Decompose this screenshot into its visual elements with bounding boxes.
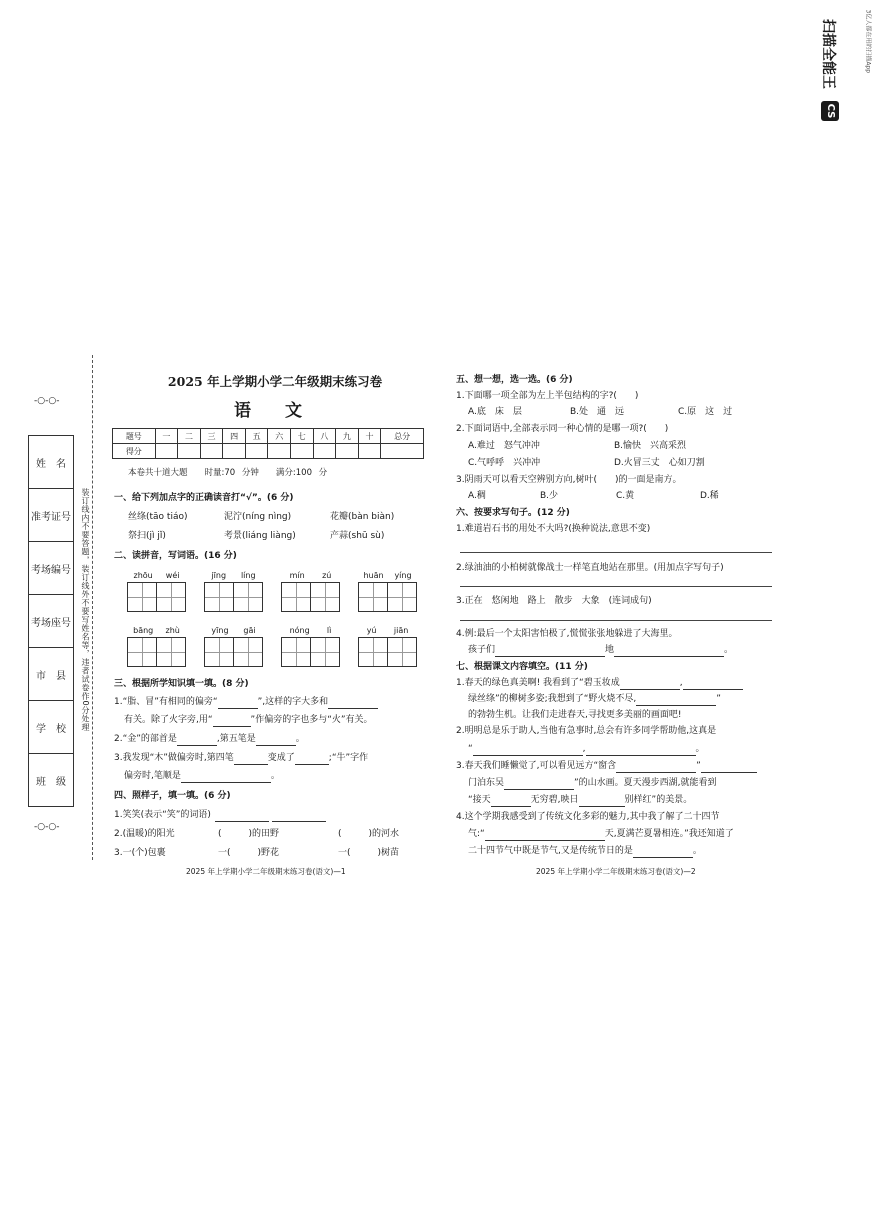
answer-blank[interactable] bbox=[256, 735, 296, 746]
q7-3-line3 bbox=[468, 794, 692, 807]
answer-blank[interactable] bbox=[683, 679, 743, 690]
score-cell: 六 bbox=[268, 429, 291, 444]
pinyin: lì bbox=[326, 626, 332, 635]
pinyin: yíng bbox=[394, 571, 412, 580]
answer-blank[interactable] bbox=[633, 847, 693, 858]
score-blank[interactable] bbox=[358, 444, 381, 459]
q5-2-opt[interactable]: D.火冒三丈 心如刀割 bbox=[614, 458, 705, 468]
q3-3-line1 bbox=[114, 752, 368, 765]
score-blank[interactable] bbox=[223, 444, 246, 459]
text: 别样红”的美景。 bbox=[624, 795, 693, 805]
score-blank[interactable] bbox=[155, 444, 178, 459]
tianzige-box[interactable] bbox=[311, 583, 339, 611]
q7-4-line1: 4.这个学期我感受到了传统文化多彩的魅力,其中我了解了二十四节 bbox=[456, 812, 720, 822]
q1-item[interactable]: 花瓣(bàn biàn) bbox=[330, 512, 395, 522]
tianzige-group[interactable] bbox=[281, 571, 340, 612]
text: 绿丝绦”的柳树多姿;我想到了“野火烧不尽, bbox=[468, 694, 637, 704]
q5-1-opt[interactable]: C.原 这 过 bbox=[678, 407, 733, 417]
q3-3-line2 bbox=[124, 770, 280, 783]
score-label: 得分 bbox=[113, 444, 156, 459]
pinyin: wéi bbox=[165, 571, 180, 580]
q7-title: 七、根据课文内容填空。(11 分) bbox=[456, 662, 588, 672]
tianzige-box[interactable] bbox=[205, 638, 234, 666]
pinyin: zhōu bbox=[133, 571, 153, 580]
text: 。 bbox=[724, 645, 734, 655]
answer-blank[interactable] bbox=[177, 735, 217, 746]
text: 天,夏满芒夏暑相连。”我还知道了 bbox=[604, 829, 734, 839]
text: 孩子们 bbox=[468, 645, 496, 655]
tianzige-box[interactable] bbox=[359, 583, 388, 611]
tianzige-box[interactable] bbox=[128, 583, 157, 611]
score-cell: 七 bbox=[291, 429, 314, 444]
q4-title: 四、照样子，填一填。(6 分) bbox=[114, 791, 231, 801]
tianzige-box[interactable] bbox=[359, 638, 388, 666]
q7-1-line1 bbox=[456, 677, 743, 690]
pinyin: yīng bbox=[211, 626, 229, 635]
info-seat: 考场座号 bbox=[29, 595, 73, 648]
text: 2.“金”的部首是 bbox=[114, 734, 177, 744]
score-cell: 四 bbox=[223, 429, 246, 444]
q1-item[interactable]: 考景(liáng liàng) bbox=[224, 531, 296, 541]
pinyin: nóng bbox=[289, 626, 310, 635]
answer-blank[interactable] bbox=[491, 796, 531, 807]
text: 有关。除了火字旁,用“ bbox=[124, 715, 213, 725]
q5-3: 3.阴雨天可以看天空辨别方向,树叶( )的一面是南方。 bbox=[456, 475, 682, 485]
text: ” bbox=[696, 761, 701, 771]
q4-3-b[interactable]: 一( )野花 bbox=[218, 848, 280, 858]
seal-line bbox=[92, 355, 93, 860]
pinyin: jīng bbox=[211, 571, 227, 580]
q1-item[interactable]: 丝绦(tāo tiáo) bbox=[128, 512, 188, 522]
score-header-row bbox=[113, 429, 424, 444]
info-room: 考场编号 bbox=[29, 542, 73, 595]
page-footer-1: 2025 年上学期小学二年级期末练习卷(语文)—1 bbox=[186, 867, 346, 876]
score-blank[interactable] bbox=[245, 444, 268, 459]
tianzige-box[interactable] bbox=[205, 583, 234, 611]
answer-blank[interactable] bbox=[620, 679, 680, 690]
score-cell: 一 bbox=[155, 429, 178, 444]
score-blank[interactable] bbox=[336, 444, 359, 459]
q1-title: 一、给下列加点字的正确读音打“√”。(6 分) bbox=[114, 493, 294, 503]
tianzige-box[interactable] bbox=[311, 638, 339, 666]
score-cell: 十 bbox=[358, 429, 381, 444]
tianzige-box[interactable] bbox=[234, 583, 262, 611]
scanner-watermark bbox=[818, 9, 872, 124]
q3-1-line1 bbox=[114, 696, 378, 709]
q1-item[interactable]: 泥泞(níng nìng) bbox=[224, 512, 292, 522]
text: 3.春天我们睡懒觉了,可以看见远方“窗含 bbox=[456, 761, 617, 771]
q4-2-b[interactable]: ( )的田野 bbox=[218, 829, 280, 839]
info-school: 学 校 bbox=[29, 701, 73, 754]
q3-2 bbox=[114, 733, 305, 746]
q6-4b bbox=[468, 644, 733, 657]
text: 。 bbox=[692, 846, 702, 856]
answer-line[interactable] bbox=[460, 552, 772, 553]
q5-3-opt[interactable]: A.稠 bbox=[468, 491, 486, 501]
score-cell: 九 bbox=[336, 429, 359, 444]
pinyin: líng bbox=[240, 571, 256, 580]
text: 。 bbox=[695, 744, 705, 754]
q2-title: 二、读拼音，写词语。(16 分) bbox=[114, 551, 237, 561]
score-blank[interactable] bbox=[178, 444, 201, 459]
text: ”作偏旁的字也多与“火”有关。 bbox=[250, 715, 373, 725]
text: 1.笑笑(表示“笑”的词语) bbox=[114, 810, 211, 820]
q7-2-line1: 2.明明总是乐于助人,当他有急事时,总会有许多同学帮助他,这真是 bbox=[456, 726, 717, 736]
score-blank[interactable] bbox=[268, 444, 291, 459]
tianzige-box[interactable] bbox=[157, 583, 185, 611]
q4-2-c[interactable]: ( )的河水 bbox=[338, 829, 400, 839]
score-cell: 二 bbox=[178, 429, 201, 444]
q6-title: 六、按要求写句子。(12 分) bbox=[456, 508, 570, 518]
q3-title: 三、根据所学知识填一填。(8 分) bbox=[114, 679, 249, 689]
pinyin: yú bbox=[366, 626, 377, 635]
tianzige-box[interactable] bbox=[157, 638, 185, 666]
text: 地 bbox=[605, 645, 615, 655]
pinyin: mín bbox=[289, 571, 305, 580]
q5-1-opt[interactable]: B.处 通 远 bbox=[570, 407, 625, 417]
text: ”,这样的字大多和 bbox=[257, 697, 329, 707]
exam-note: 本卷共十道大题 时量:70 分钟 满分:100 分 bbox=[128, 468, 328, 478]
q3-1-line2 bbox=[124, 714, 373, 727]
subject-title: 语 文 bbox=[234, 401, 316, 421]
text: 气:“ bbox=[468, 829, 485, 839]
answer-blank[interactable] bbox=[504, 779, 574, 790]
score-blank[interactable] bbox=[291, 444, 314, 459]
text: 。 bbox=[295, 734, 305, 744]
score-value-row bbox=[113, 444, 424, 459]
q5-3-opt[interactable]: B.少 bbox=[540, 491, 559, 501]
watermark-brand: 扫描全能王 bbox=[820, 19, 836, 89]
binding-hole-bottom: -○-○- bbox=[34, 822, 60, 832]
pinyin: zhù bbox=[165, 626, 180, 635]
q6-2: 2.绿油油的小柏树就像战士一样笔直地站在那里。(用加点字写句子) bbox=[456, 563, 724, 573]
text: “ bbox=[468, 744, 473, 754]
answer-blank[interactable] bbox=[495, 646, 605, 657]
text: 。 bbox=[270, 771, 280, 781]
text: “接天 bbox=[468, 795, 491, 805]
exam-title: 2025 年上学期小学二年级期末练习卷 bbox=[167, 374, 383, 389]
q6-1: 1.难道岩石书的用处不大吗?(换种说法,意思不变) bbox=[456, 524, 651, 534]
score-cell: 五 bbox=[245, 429, 268, 444]
tianzige-group[interactable] bbox=[358, 626, 417, 667]
text: ” bbox=[716, 694, 721, 704]
info-exam-id: 准考证号 bbox=[29, 489, 73, 542]
tianzige-group[interactable] bbox=[127, 626, 186, 667]
tianzige-group[interactable] bbox=[204, 571, 263, 612]
q4-3-a: 3.一(个)包裹 bbox=[114, 848, 166, 858]
q4-2-a: 2.(温暖)的阳光 bbox=[114, 829, 175, 839]
tianzige-box[interactable] bbox=[282, 583, 311, 611]
q7-1-line2 bbox=[468, 693, 721, 706]
info-name: 姓 名 bbox=[29, 436, 73, 489]
text: 1.春天的绿色真美啊! 我看到了“碧玉妆成 bbox=[456, 678, 620, 688]
answer-line[interactable] bbox=[460, 620, 772, 621]
info-class: 班 级 bbox=[36, 776, 66, 788]
tianzige-box[interactable] bbox=[282, 638, 311, 666]
binding-hole-top: -○-○- bbox=[34, 396, 60, 406]
q5-title: 五、想一想，选一选。(6 分) bbox=[456, 375, 573, 385]
q5-1-opt[interactable]: A.底 床 层 bbox=[468, 407, 522, 417]
watermark-sub: 3亿人都在用的扫描App bbox=[864, 9, 872, 74]
score-blank[interactable] bbox=[313, 444, 336, 459]
answer-blank[interactable] bbox=[234, 754, 268, 765]
q7-4-line2 bbox=[468, 828, 734, 841]
tianzige-group[interactable] bbox=[204, 626, 263, 667]
text: 无穷碧,映日 bbox=[530, 795, 579, 805]
score-table bbox=[112, 428, 424, 459]
tianzige-box[interactable] bbox=[388, 583, 416, 611]
page-footer-2: 2025 年上学期小学二年级期末练习卷(语文)—2 bbox=[536, 867, 696, 876]
seal-warning: 装订线内不要答题，装订线外不要写姓名等，违者试卷作0分处理 bbox=[81, 488, 90, 732]
text: 变成了 bbox=[267, 753, 295, 763]
q1-item[interactable]: 祭扫(jì jǐ) bbox=[128, 531, 166, 541]
q7-1-line3: 的勃勃生机。让我们走进春天,寻找更多美丽的画面吧! bbox=[468, 710, 682, 720]
score-cell: 题号 bbox=[113, 429, 156, 444]
pinyin: zú bbox=[322, 571, 332, 580]
tianzige-group[interactable] bbox=[358, 571, 417, 612]
q6-4a: 4.例:最后一个太阳害怕极了,慌慌张张地躲进了大海里。 bbox=[456, 629, 678, 639]
student-info-table bbox=[28, 435, 74, 807]
text: 偏旁时,笔顺是 bbox=[124, 771, 181, 781]
pinyin: gāi bbox=[243, 626, 256, 635]
tianzige-group[interactable] bbox=[127, 571, 186, 612]
answer-blank[interactable] bbox=[272, 811, 326, 822]
q7-4-line3 bbox=[468, 845, 702, 858]
text: , bbox=[679, 678, 683, 688]
answer-blank[interactable] bbox=[218, 698, 258, 709]
q5-2-opt[interactable]: B.愉快 兴高采烈 bbox=[614, 441, 687, 451]
q5-2-opt[interactable]: C.气呼呼 兴冲冲 bbox=[468, 458, 541, 468]
text: ,第五笔是 bbox=[216, 734, 256, 744]
answer-blank[interactable] bbox=[215, 811, 269, 822]
q4-1 bbox=[114, 809, 326, 822]
q6-3: 3.正在 悠闲地 路上 散步 大象 (连词成句) bbox=[456, 596, 652, 606]
answer-blank[interactable] bbox=[616, 762, 696, 773]
answer-blank[interactable] bbox=[473, 745, 583, 756]
score-blank[interactable] bbox=[200, 444, 223, 459]
answer-blank[interactable] bbox=[586, 745, 696, 756]
q5-3-opt[interactable]: C.黄 bbox=[616, 491, 635, 501]
tianzige-group[interactable] bbox=[281, 626, 340, 667]
answer-blank[interactable] bbox=[614, 646, 724, 657]
q7-3-line2 bbox=[468, 777, 717, 790]
answer-blank[interactable] bbox=[636, 695, 716, 706]
q5-2-opt[interactable]: A.难过 怒气冲冲 bbox=[468, 441, 540, 451]
q4-3-c[interactable]: 一( )树苗 bbox=[338, 848, 400, 858]
text: 二十四节气中既是节气,又是传统节日的是 bbox=[468, 846, 633, 856]
answer-blank[interactable] bbox=[181, 772, 271, 783]
answer-line[interactable] bbox=[460, 586, 772, 587]
q5-1: 1.下面哪一项全部为左上半包结构的字?( ) bbox=[456, 391, 639, 401]
text: ;“牛”字作 bbox=[328, 753, 369, 763]
score-blank[interactable] bbox=[381, 444, 424, 459]
text: 门泊东吴 bbox=[468, 778, 505, 788]
pinyin: bāng bbox=[133, 626, 154, 635]
pinyin: jiān bbox=[393, 626, 409, 635]
text: 3.我发现“木”做偏旁时,第四笔 bbox=[114, 753, 234, 763]
answer-blank[interactable] bbox=[579, 796, 625, 807]
q7-2-line2: “ , 。 bbox=[468, 744, 705, 754]
text: ”的山水画。夏天漫步西湖,就能看到 bbox=[574, 778, 717, 788]
score-cell: 八 bbox=[313, 429, 336, 444]
tianzige-box[interactable] bbox=[234, 638, 262, 666]
q5-2: 2.下面词语中,全部表示同一种心情的是哪一项?( ) bbox=[456, 424, 669, 434]
text: 1.“脂、冒”有相同的偏旁“ bbox=[114, 697, 218, 707]
score-cell: 三 bbox=[200, 429, 223, 444]
q1-item[interactable]: 产蒜(shū sù) bbox=[330, 531, 385, 541]
tianzige-box[interactable] bbox=[128, 638, 157, 666]
info-city: 市 县 bbox=[29, 648, 73, 701]
pinyin: huān bbox=[363, 571, 384, 580]
q5-3-opt[interactable]: D.稀 bbox=[700, 491, 719, 501]
answer-blank[interactable] bbox=[213, 716, 251, 727]
score-cell: 总分 bbox=[381, 429, 424, 444]
cs-logo-icon: CS bbox=[821, 101, 839, 121]
answer-blank[interactable] bbox=[328, 698, 378, 709]
answer-blank[interactable] bbox=[295, 754, 329, 765]
tianzige-box[interactable] bbox=[388, 638, 416, 666]
answer-blank[interactable] bbox=[485, 830, 605, 841]
q7-3-line1 bbox=[456, 760, 757, 773]
answer-blank[interactable] bbox=[701, 762, 757, 773]
